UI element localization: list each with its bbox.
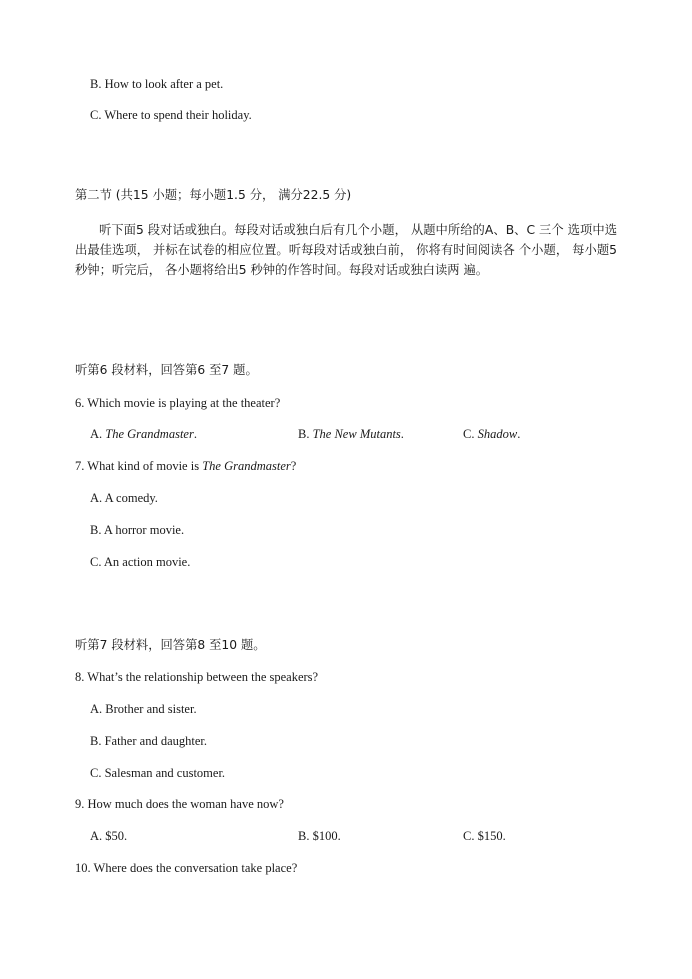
question-6-option-c <box>463 426 520 442</box>
question-8-option-a: A. Brother and sister. <box>90 702 197 716</box>
movie-title: The New Mutants <box>312 427 401 441</box>
question-7-option-a: A. A comedy. <box>90 491 158 505</box>
question-9-option-c: C. $150. <box>463 829 506 843</box>
movie-title: The Grandmaster <box>202 459 291 473</box>
question-8-option-c: C. Salesman and customer. <box>90 766 226 780</box>
option-punct: . <box>400 427 404 441</box>
question-9-option-a: A. $50. <box>90 829 128 843</box>
section-heading: 第二节 (共15 小题；每小题1.5 分， 满分22.5 分) <box>75 188 352 202</box>
question-7-stem <box>75 458 296 474</box>
question-6-stem: 6. Which movie is playing at the theater? <box>75 396 281 410</box>
question-8-stem: 8. What’s the relationship between the speakers? <box>75 670 319 684</box>
movie-title: Shadow <box>477 427 518 441</box>
option-letter: C. <box>463 427 475 441</box>
option-punct: . <box>517 427 521 441</box>
question-8-option-b: B. Father and daughter. <box>90 734 207 748</box>
question-6-option-b <box>298 426 404 442</box>
question-9-option-b: B. $100. <box>298 829 341 843</box>
option-letter: A. <box>90 427 103 441</box>
stem-punct: ? <box>290 459 297 473</box>
option-c: C. Where to spend their holiday. <box>90 108 252 122</box>
part-header: 听第6 段材料，回答第6 至7 题。 <box>75 363 258 377</box>
option-punct: . <box>193 427 197 441</box>
stem-text: 7. What kind of movie is <box>75 459 203 473</box>
movie-title: The Grandmaster <box>105 427 194 441</box>
part-header: 听第7 段材料，回答第8 至10 题。 <box>75 638 266 652</box>
section-instructions: 听下面5 段对话或独白。每段对话或独白后有几个小题， 从题中所给的A、B、C 三个 选项中选出最佳选项， 并标在试卷的相应位置。听每段对话或独白前， 你将有时间阅读各 个小题， 每小题5 秒钟；听完后， 各小题将给出5 秒钟的作答时间。每段对话或独白读两 遍。 <box>75 223 617 277</box>
question-10-stem: 10. Where does the conversation take place? <box>75 861 298 875</box>
question-9-stem: 9. How much does the woman have now? <box>75 797 284 811</box>
option-b: B. How to look after a pet. <box>90 77 224 91</box>
question-7-option-c: C. An action movie. <box>90 555 191 569</box>
question-7-option-b: B. A horror movie. <box>90 523 185 537</box>
question-6-option-a <box>90 426 197 442</box>
option-letter: B. <box>298 427 310 441</box>
